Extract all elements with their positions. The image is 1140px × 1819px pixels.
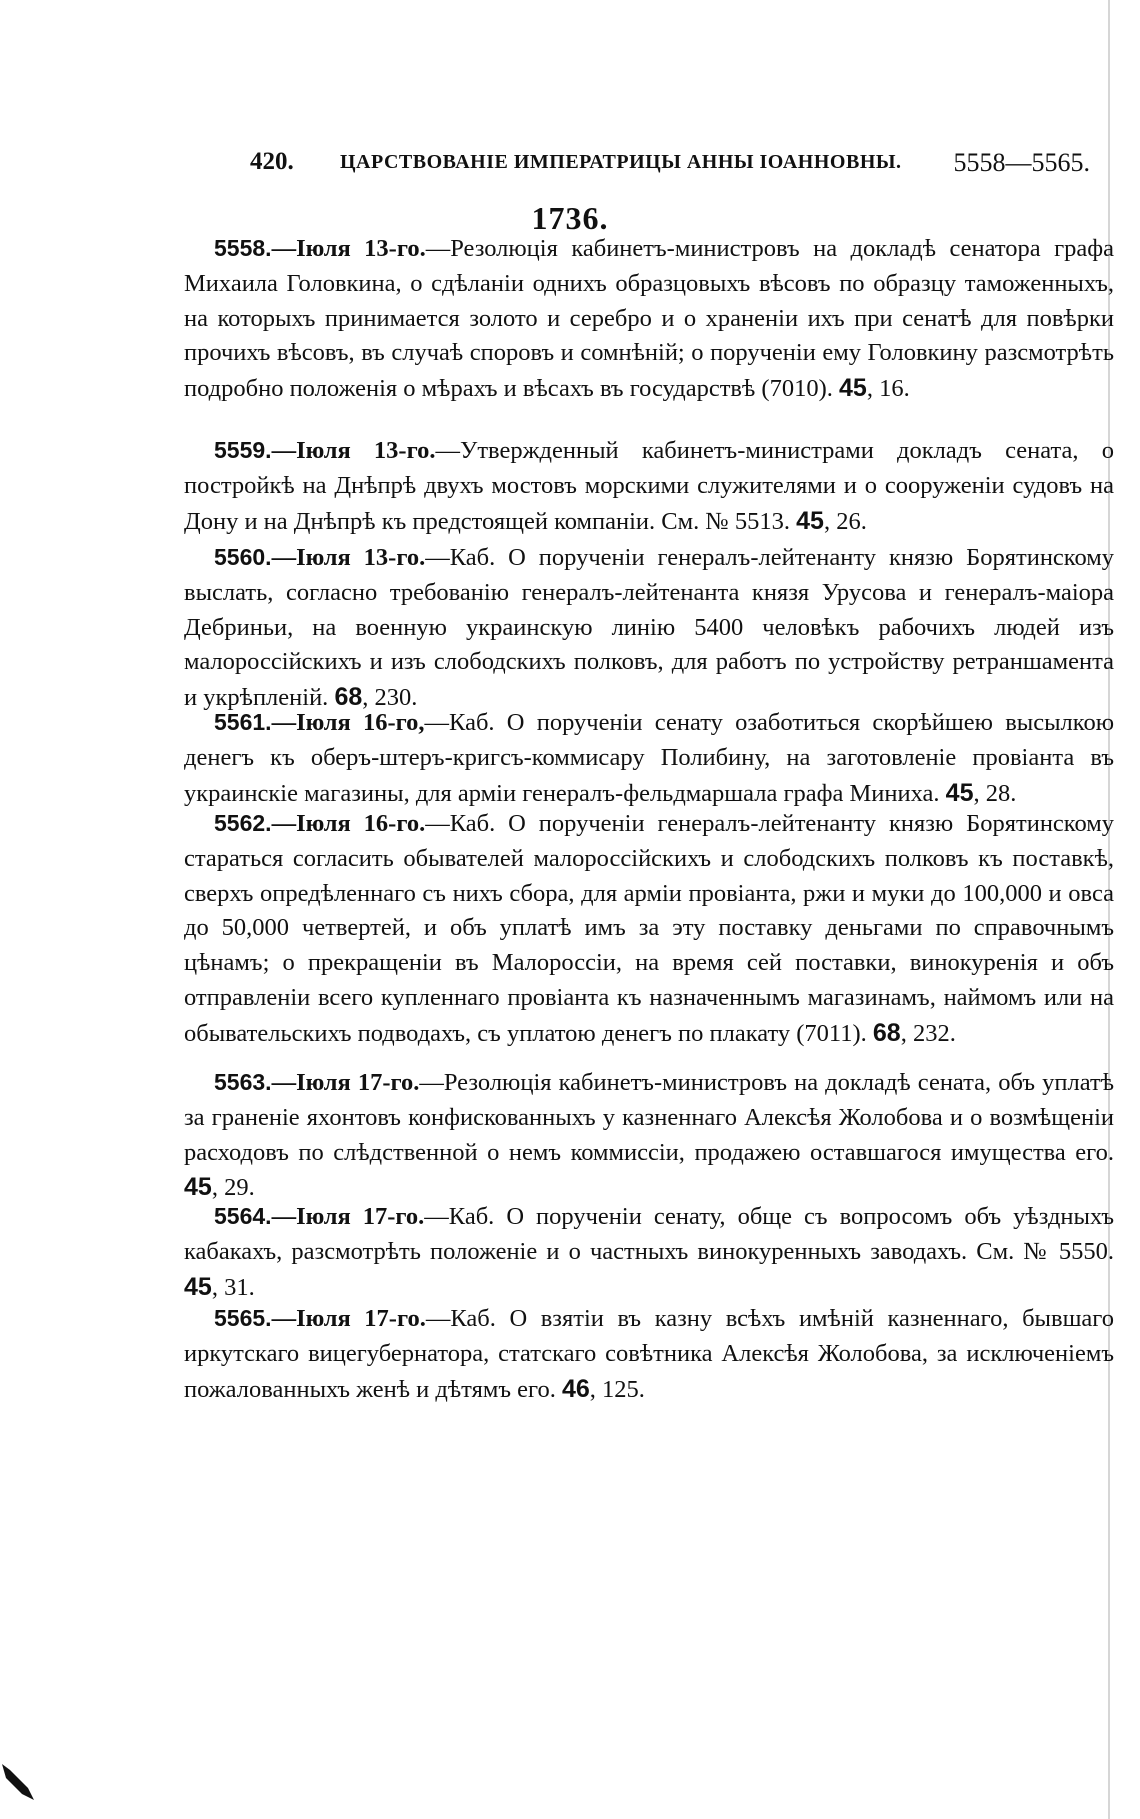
entry-number: 5559. bbox=[214, 437, 272, 463]
entry-5562 bbox=[184, 806, 1114, 1052]
entry-text: —Резолюція кабинетъ-министровъ на докладѣ сената, объ уплатѣ за граненіе яхонтовъ конфискованныхъ у казненнаго Алексѣя Жолобова и о возмѣщеніи расходовъ по слѣдственной о немъ коммиссіи, продажею оставшагося имущества его. bbox=[184, 1069, 1114, 1166]
entry-date: —Іюля 16-го, bbox=[271, 709, 425, 736]
entry-5560 bbox=[184, 540, 1114, 716]
entry-date: —Іюля 13-го. bbox=[271, 544, 426, 571]
entry-number: 5563. bbox=[214, 1069, 272, 1095]
entry-date: —Іюля 13-го. bbox=[271, 235, 426, 262]
reference-volume: 45 bbox=[184, 1173, 212, 1202]
entry-date: —Іюля 13-го. bbox=[271, 437, 436, 464]
running-title: ЦАРСТВОВАНІЕ ИМПЕРАТРИЦЫ АННЫ ІОАННОВНЫ. bbox=[340, 151, 902, 173]
reference-volume: 68 bbox=[334, 683, 363, 712]
running-header bbox=[250, 148, 1090, 188]
entry-text: —Каб. О порученіи генералъ-лейтенанту князю Борятинскому стараться согласить обывателей малороссійскихъ и слободскихъ полковъ къ поставкѣ, сверхъ опредѣленнаго съ нихъ сбора, для арміи провіанта, ржи и муки до 100,000 и овса до 50,000 четвертей, и объ уплатѣ имъ за эту поставку деньгами по справочнымъ цѣнамъ; о прекращеніи въ Малороссіи, на время сей поставки, винокуренія и объ отправленіи всего купленнаго провіанта къ назначеннымъ магазинамъ, наймомъ или на обывательскихъ подводахъ, съ уплатою денегъ по плакату (7011). bbox=[184, 810, 1115, 1047]
reference-volume: 46 bbox=[561, 1374, 590, 1403]
entry-text: —Утвержденный кабинетъ-министрами докладъ сената, о постройкѣ на Днѣпрѣ двухъ мостовъ морскими служителями и о сооруженіи судовъ на Дону и на Днѣпрѣ къ предстоящей компаніи. См. № 5513. bbox=[184, 437, 1114, 535]
entry-5565 bbox=[184, 1301, 1114, 1407]
entry-date: —Іюля 17-го. bbox=[271, 1305, 426, 1332]
reference-page: , 29. bbox=[211, 1174, 255, 1202]
entry-text: —Каб. О порученіи генералъ-лейтенанту князю Борятинскому выслать, согласно требованію генералъ-лейтенанта князя Урусова и генералъ-маіора Дебриньи, на военную украинскую линію 5400 человѣкъ рабочихъ людей изъ малороссійскихъ и изъ слободскихъ полковъ, для работъ по устройству ретраншамента и укрѣпленій. bbox=[184, 544, 1115, 712]
reference-page: , 31. bbox=[211, 1273, 255, 1301]
year-heading: 1736. bbox=[531, 200, 609, 236]
entry-number: 5561. bbox=[214, 709, 272, 735]
reference-page: , 16. bbox=[866, 375, 910, 403]
entry-date: —Іюля 17-го. bbox=[271, 1203, 425, 1230]
reference-page: , 230. bbox=[362, 684, 418, 712]
entry-number: 5558. bbox=[214, 235, 272, 261]
entry-number: 5565. bbox=[214, 1305, 272, 1331]
reference-page: , 232. bbox=[900, 1019, 956, 1047]
entry-5563 bbox=[184, 1065, 1114, 1206]
reference-volume: 45 bbox=[184, 1272, 212, 1301]
entry-number: 5564. bbox=[214, 1203, 272, 1229]
reference-volume: 45 bbox=[945, 778, 974, 807]
reference-volume: 45 bbox=[796, 506, 824, 535]
page-number: 420. bbox=[250, 148, 294, 175]
entry-text: —Каб. О взятіи въ казну всѣхъ имѣній казненнаго, бывшаго иркутскаго вицегубернатора, статскаго совѣтника Алексѣя Жолобова, за исключеніемъ пожалованныхъ женѣ и дѣтямъ его. bbox=[184, 1305, 1114, 1403]
entry-5558 bbox=[184, 231, 1114, 407]
entry-5564 bbox=[184, 1199, 1114, 1305]
entry-date: —Іюля 16-го. bbox=[271, 810, 426, 837]
entry-5559 bbox=[184, 433, 1114, 539]
reference-volume: 45 bbox=[839, 374, 867, 403]
reference-volume: 68 bbox=[872, 1018, 901, 1047]
reference-page: , 28. bbox=[973, 779, 1017, 807]
entry-number: 5562. bbox=[214, 810, 272, 836]
scan-artifact-mark bbox=[0, 1760, 48, 1810]
entry-5561 bbox=[184, 705, 1114, 811]
reference-page: , 26. bbox=[823, 507, 867, 535]
reference-page: , 125. bbox=[589, 1375, 645, 1403]
entry-number: 5560. bbox=[214, 544, 272, 570]
entry-date: —Іюля 17-го. bbox=[271, 1069, 420, 1096]
entry-text: —Каб. О порученіи сенату озаботиться скорѣйшею высылкою денегъ къ оберъ-штеръ-кригсъ-коммисару Полибину, на заготовленіе провіанта въ украинскіе магазины, для арміи генералъ-фельдмаршала графа Миниха. bbox=[184, 709, 1114, 807]
entry-range: 5558—5565. bbox=[953, 148, 1090, 177]
entry-text: —Резолюція кабинетъ-министровъ на докладѣ сенатора графа Михаила Головкина, о сдѣланіи однихъ образцовыхъ вѣсовъ по образцу таможенныхъ, на которыхъ принимается золото и серебро и о храненіи ихъ при сенатѣ для повѣрки прочихъ вѣсовъ, въ случаѣ споровъ и сомнѣній; о порученіи ему Головкину разсмотрѣть подробно положенія о мѣрахъ и вѣсахъ въ государствѣ (7010). bbox=[184, 235, 1114, 403]
entry-text: —Каб. О порученіи сенату, обще съ вопросомъ объ уѣздныхъ кабакахъ, разсмотрѣть положеніе и о частныхъ винокуренныхъ заводахъ. См. № 5550. bbox=[184, 1203, 1114, 1265]
